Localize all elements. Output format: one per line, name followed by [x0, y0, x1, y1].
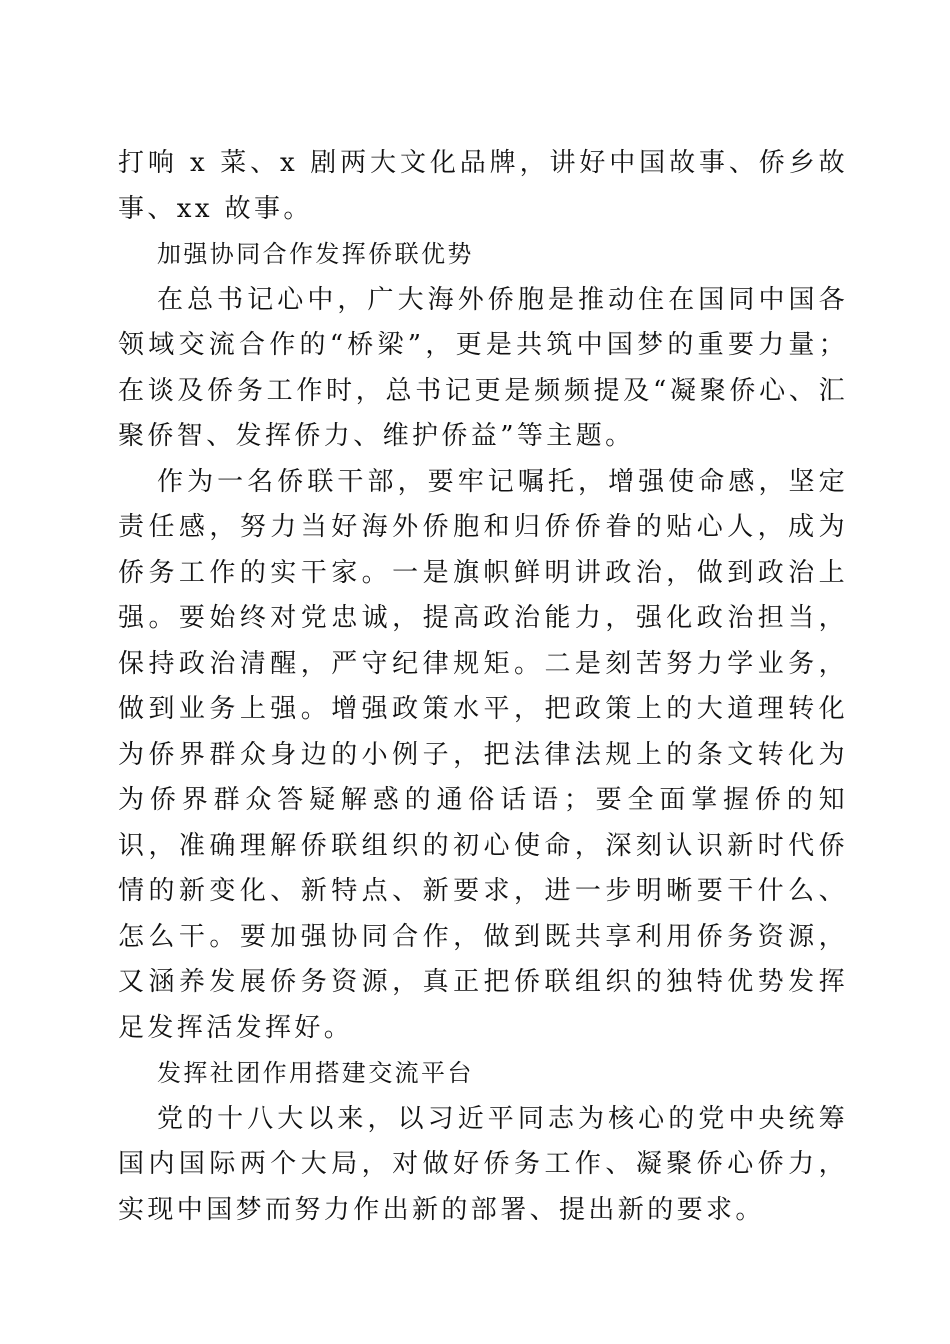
section-heading-associations: 发挥社团作用搭建交流平台 [157, 1059, 474, 1087]
paragraph-party-congress: 党的十八大以来，以习近平同志为核心的党中央统筹国内国际两个大局，对做好侨务工作、凝聚侨心侨力，实现中国梦而努力作出新的部署、提出新的要求。 [118, 1103, 848, 1225]
document-page [118, 141, 848, 1233]
paragraph-cadre-duties: 作为一名侨联干部，要牢记嘱托，增强使命感，坚定责任感，努力当好海外侨胞和归侨侨眷的贴心人，成为侨务工作的实干家。一是旗帜鲜明讲政治，做到政治上强。要始终对党忠诚，提高政治能力，强化政治担当，保持政治清醒，严守纪律规矩。二是刻苦努力学业务，做到业务上强。增强政策水平，把政策上的大道理转化为侨界群众身边的小例子，把法律法规上的条文转化为为侨界群众答疑解惑的通俗话语；要全面掌握侨的知识，准确理解侨联组织的初心使命，深刻认识新时代侨情的新变化、新特点、新要求，进一步明晰要干什么、怎么干。要加强协同合作，做到既共享利用侨务资源，又涵养发展侨务资源，真正把侨联组织的独特优势发挥足发挥活发挥好。 [118, 466, 848, 1043]
paragraph-continuation: 打响 x 菜、x 剧两大文化品牌，讲好中国故事、侨乡故事、xx 故事。 [118, 148, 848, 224]
section-heading-cooperation: 加强协同合作发挥侨联优势 [157, 240, 474, 268]
paragraph-general-secretary: 在总书记心中，广大海外侨胞是推动住在国同中国各领域交流合作的“桥梁”，更是共筑中国梦的重要力量；在谈及侨务工作时，总书记更是频频提及“凝聚侨心、汇聚侨智、发挥侨力、维护侨益”等主题。 [118, 284, 848, 451]
